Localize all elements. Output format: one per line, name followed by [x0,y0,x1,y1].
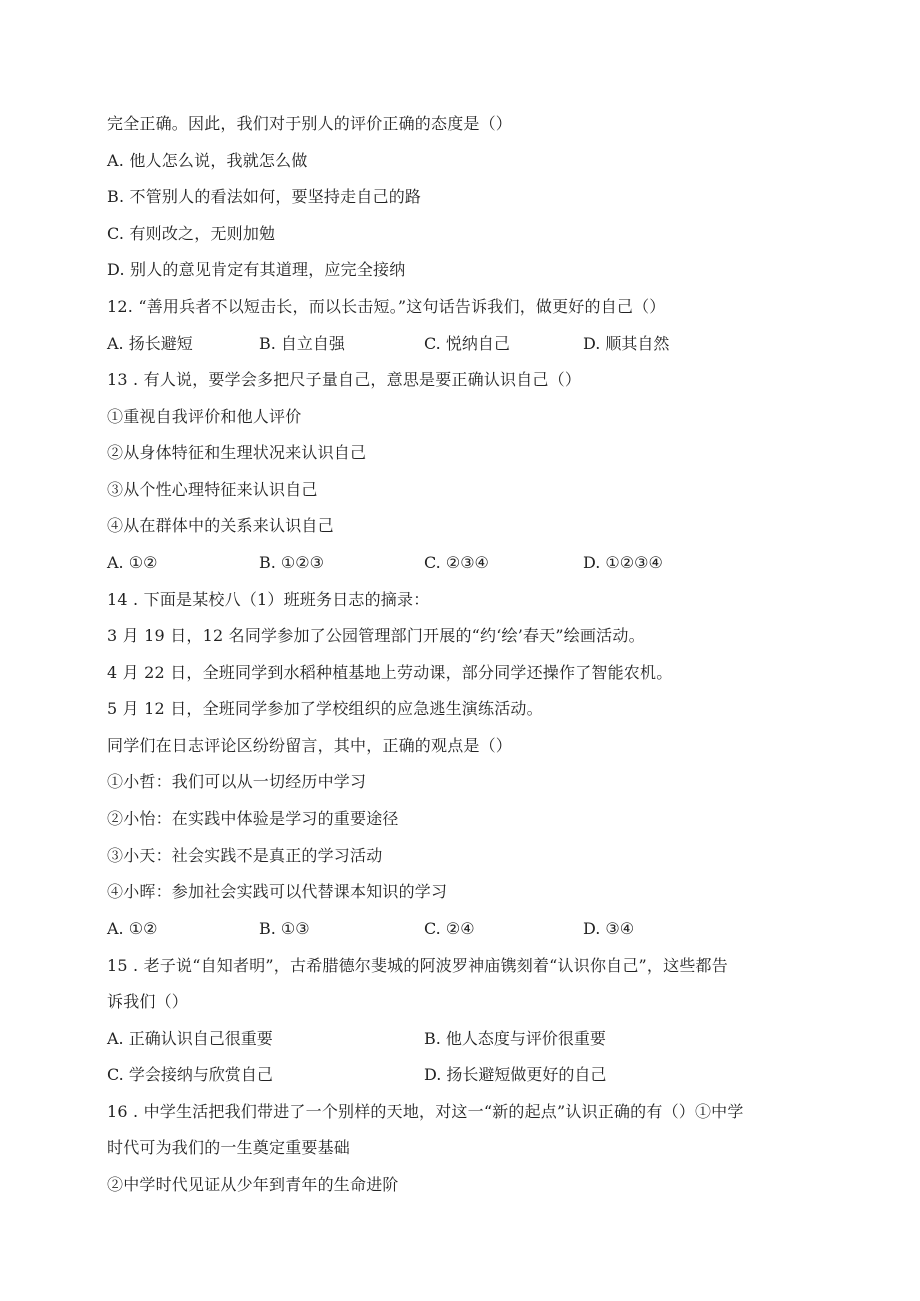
q15-option-d: D. 扬长避短做更好的自己 [424,1065,607,1084]
q14-question: 同学们在日志评论区纷纷留言，其中，正确的观点是（） [107,736,513,755]
q14-item-4: ④小晖：参加社会实践可以代替课本知识的学习 [107,882,448,901]
q14-option-a: A. ①② [107,919,158,938]
q12-option-a: A. 扬长避短 [107,334,193,353]
q13-option-a: A. ①② [107,553,158,572]
q16-item-2: ②中学时代见证从少年到青年的生命进阶 [107,1175,399,1194]
q15-option-a: A. 正确认识自己很重要 [107,1029,273,1048]
q14-log-2: 4 月 22 日，全班同学到水稻种植基地上劳动课，部分同学还操作了智能农机。 [107,663,673,682]
q13-item-1: ①重视自我评价和他人评价 [107,407,302,426]
q11-stem-tail: 完全正确。因此，我们对于别人的评价正确的态度是（） [107,114,513,133]
q13-option-d: D. ①②③④ [583,553,663,572]
q15-stem-cont: 诉我们（） [107,992,189,1011]
q14-stem: 14 . 下面是某校八（1）班班务日志的摘录： [107,590,430,609]
q12-option-b: B. 自立自强 [259,334,345,353]
q16-stem-cont: 时代可为我们的一生奠定重要基础 [107,1138,351,1157]
q12-option-c: C. 悦纳自己 [424,334,510,353]
q12-option-d: D. 顺其自然 [583,334,670,353]
q14-log-3: 5 月 12 日，全班同学参加了学校组织的应急逃生演练活动。 [107,699,543,718]
q14-item-3: ③小天：社会实践不是真正的学习活动 [107,846,383,865]
q14-option-c: C. ②④ [424,919,475,938]
q15-option-c: C. 学会接纳与欣赏自己 [107,1065,273,1084]
q13-stem: 13 . 有人说，要学会多把尺子量自己，意思是要正确认识自己（） [107,370,582,389]
q11-option-a: A. 他人怎么说，我就怎么做 [107,151,308,170]
q15-option-b: B. 他人态度与评价很重要 [424,1029,606,1048]
q11-option-c: C. 有则改之，无则加勉 [107,224,276,243]
q13-item-4: ④从在群体中的关系来认识自己 [107,516,334,535]
q12-stem: 12. “善用兵者不以短击长，而以长击短。”这句话告诉我们，做更好的自己（） [107,297,666,316]
q11-option-d: D. 别人的意见肯定有其道理，应完全接纳 [107,260,406,279]
q16-stem: 16 . 中学生活把我们带进了一个别样的天地，对这一“新的起点”认识正确的有（）①中学 [107,1102,744,1121]
q14-option-d: D. ③④ [583,919,635,938]
q13-item-2: ②从身体特征和生理状况来认识自己 [107,443,367,462]
q14-item-2: ②小怡：在实践中体验是学习的重要途径 [107,809,399,828]
q13-option-c: C. ②③④ [424,553,489,572]
q14-option-b: B. ①③ [259,919,310,938]
q11-option-b: B. 不管别人的看法如何，要坚持走自己的路 [107,187,422,206]
q15-stem: 15 . 老子说“自知者明”，古希腊德尔斐城的阿波罗神庙镌刻着“认识你自己”，这些都告 [107,956,728,975]
q14-log-1: 3 月 19 日，12 名同学参加了公园管理部门开展的“约‘绘’春天”绘画活动。 [107,626,645,645]
q13-option-b: B. ①②③ [259,553,324,572]
q14-item-1: ①小哲：我们可以从一切经历中学习 [107,772,367,791]
q13-item-3: ③从个性心理特征来认识自己 [107,480,318,499]
